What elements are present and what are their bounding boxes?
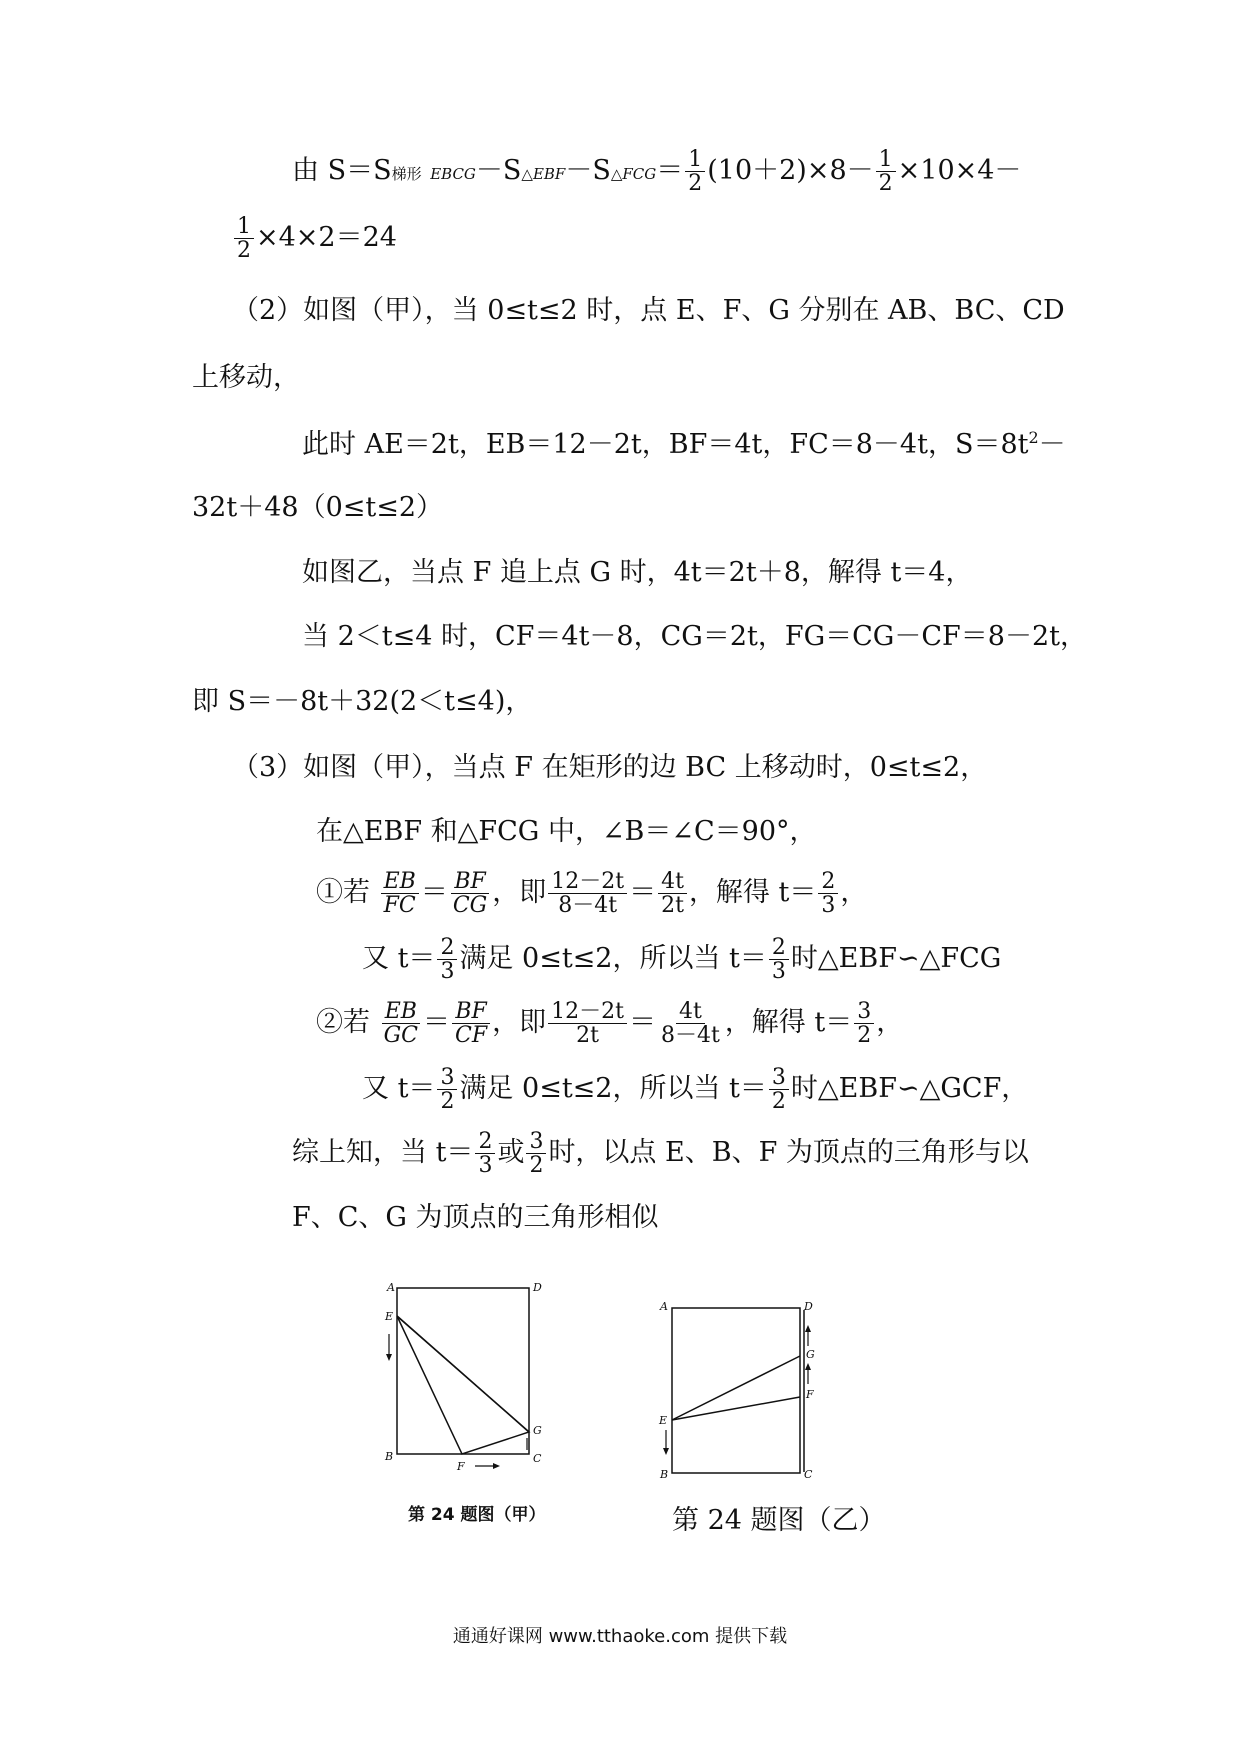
denominator: 3	[821, 893, 836, 919]
denominator: CG	[452, 893, 488, 919]
line-12	[316, 870, 867, 917]
label-e: E	[659, 1414, 668, 1427]
line-10: （3）如图（甲），当点 F 在矩形的边 BC 上移动时，0≤t≤2，	[232, 752, 988, 783]
fraction	[769, 1066, 789, 1113]
text: ，即	[492, 877, 547, 909]
text: ×4×2＝24	[256, 222, 397, 254]
fraction	[475, 1130, 495, 1177]
line-8: 当 2＜t≤4 时，CF＝4t－8，CG＝2t，FG＝CG－CF＝8－2t，	[302, 621, 1087, 652]
text: －S	[475, 155, 522, 187]
denominator: 2	[771, 1089, 786, 1115]
triangle-efg	[397, 1316, 529, 1454]
numerator: 1	[234, 215, 254, 239]
text: ②若	[316, 1007, 370, 1039]
denominator: 3	[771, 959, 786, 985]
line-9: 即 S＝－8t＋32(2＜t≤4)，	[192, 686, 533, 717]
numerator: 2	[475, 1130, 495, 1154]
fraction-half	[685, 148, 705, 195]
fraction	[769, 936, 789, 983]
text: 满足 0≤t≤2，所以当 t＝	[459, 943, 767, 975]
denominator: 8－4t	[660, 1023, 720, 1049]
numerator: 1	[685, 148, 705, 172]
line-5	[302, 428, 1066, 461]
line-4: 上移动，	[192, 362, 300, 393]
denominator: CF	[455, 1023, 488, 1049]
text: 又 t＝	[362, 1073, 436, 1105]
denominator: FC	[383, 893, 416, 919]
segment-eg	[672, 1356, 800, 1420]
text: 由 S＝S	[292, 155, 392, 187]
denominator: 3	[478, 1153, 493, 1179]
line-13	[362, 936, 1001, 983]
caption-jia: 第 24 题图（甲）	[408, 1505, 546, 1525]
figure-jia	[375, 1278, 555, 1478]
fraction	[437, 1066, 457, 1113]
label-g: G	[806, 1348, 815, 1361]
label-e: E	[385, 1310, 394, 1323]
text: 又 t＝	[362, 943, 436, 975]
subscript: EBCG	[430, 165, 476, 184]
rectangle-abcd	[672, 1308, 800, 1473]
line-15	[362, 1066, 1028, 1113]
subscript: △FCG	[610, 165, 657, 184]
numerator: 3	[854, 1000, 874, 1024]
text: 满足 0≤t≤2，所以当 t＝	[459, 1073, 767, 1105]
label-c: C	[804, 1468, 813, 1480]
text: ＝	[629, 877, 657, 909]
denominator: 2	[688, 171, 703, 197]
label-d: D	[533, 1281, 542, 1294]
figure-yi	[658, 1300, 818, 1480]
label-d: D	[804, 1300, 813, 1313]
numerator: 4t	[658, 870, 687, 894]
text: ，解得 t＝	[688, 877, 817, 909]
numerator: 3	[769, 1066, 789, 1090]
text: ，即	[492, 1007, 547, 1039]
arrow-head-icon	[805, 1363, 811, 1370]
denominator: 2t	[661, 893, 684, 919]
text: －S	[565, 155, 611, 187]
text: ，	[840, 877, 868, 909]
text: 时△EBF∽△GCF，	[790, 1073, 1029, 1105]
fraction-half	[234, 215, 254, 262]
fraction	[450, 870, 490, 917]
numerator: 3	[437, 1066, 457, 1090]
label-c: C	[533, 1452, 542, 1465]
numerator: 2	[437, 936, 457, 960]
denominator: 2	[878, 171, 893, 197]
text: 或	[497, 1137, 525, 1169]
label-a: A	[660, 1300, 668, 1313]
numerator: 1	[876, 148, 896, 172]
fraction	[548, 1000, 627, 1047]
line-17: F、C、G 为顶点的三角形相似	[292, 1202, 659, 1233]
denominator: 2t	[576, 1023, 599, 1049]
text: ，解得 t＝	[724, 1007, 853, 1039]
text: 此时 AE＝2t，EB＝12－2t，BF＝4t，FC＝8－4t，S＝8t	[302, 429, 1029, 460]
text: －	[1038, 429, 1066, 460]
label-f: F	[806, 1388, 814, 1401]
denominator: 2	[857, 1023, 872, 1049]
arrow-head-icon	[493, 1463, 500, 1469]
text: 综上知，当 t＝	[292, 1137, 474, 1169]
text: (10＋2)×8－	[707, 155, 874, 187]
label-f: F	[457, 1460, 465, 1473]
text: 时，以点 E、B、F 为顶点的三角形与以	[548, 1137, 1029, 1169]
fraction-half	[876, 148, 896, 195]
numerator: 2	[769, 936, 789, 960]
subscript: 梯形	[391, 165, 422, 184]
text: ①若	[316, 877, 370, 909]
denominator: GC	[383, 1023, 419, 1049]
text: ＝	[628, 1007, 656, 1039]
line-1	[292, 148, 1021, 195]
numerator: 3	[526, 1130, 546, 1154]
text: ×10×4－	[897, 155, 1022, 187]
denominator: 2	[237, 238, 251, 264]
fraction	[658, 1000, 723, 1047]
line-7: 如图乙，当点 F 追上点 G 时，4t＝2t＋8，解得 t＝4，	[302, 557, 973, 588]
fraction	[526, 1130, 546, 1177]
fraction	[658, 870, 687, 917]
rectangle-abcd	[397, 1288, 529, 1454]
label-b: B	[385, 1450, 394, 1463]
numerator: EB	[381, 870, 419, 894]
label-b: B	[660, 1468, 669, 1480]
denominator: 3	[440, 959, 455, 985]
arrow-head-icon	[663, 1448, 669, 1455]
numerator: 2	[818, 870, 838, 894]
text: ，	[876, 1007, 904, 1039]
numerator: 12－2t	[548, 1000, 627, 1024]
fraction	[818, 870, 838, 917]
line-6: 32t＋48（0≤t≤2）	[192, 492, 444, 523]
footer: 通通好课网 www.tthaoke.com 提供下载	[452, 1626, 788, 1647]
fraction	[381, 870, 419, 917]
text: 时△EBF∽△FCG	[790, 943, 1002, 975]
text: ＝	[420, 877, 448, 909]
caption-yi: 第 24 题图（乙）	[672, 1505, 886, 1536]
label-a: A	[387, 1281, 395, 1294]
fraction	[437, 936, 457, 983]
line-14	[316, 1000, 903, 1047]
fraction	[854, 1000, 874, 1047]
fraction	[548, 870, 627, 917]
denominator: 8－4t	[558, 893, 618, 919]
denominator: 2	[529, 1153, 544, 1179]
line-3: （2）如图（甲），当 0≤t≤2 时，点 E、F、G 分别在 AB、BC、CD	[232, 295, 1065, 326]
subscript: △EBF	[521, 165, 566, 184]
label-g: G	[533, 1424, 542, 1437]
fraction	[452, 1000, 490, 1047]
text: ＝	[423, 1007, 451, 1039]
numerator: BF	[452, 1000, 489, 1024]
arrow-head-icon	[386, 1354, 392, 1361]
arrow-head-icon	[805, 1325, 811, 1332]
segment-eg	[397, 1316, 529, 1432]
numerator: BF	[451, 870, 488, 894]
line-11: 在△EBF 和△FCG 中，∠B＝∠C＝90°，	[316, 816, 817, 847]
superscript: 2	[1028, 428, 1039, 447]
text: ＝	[656, 155, 684, 187]
line-2	[232, 215, 397, 262]
line-16	[292, 1130, 1029, 1177]
numerator: 12－2t	[548, 870, 627, 894]
fraction	[381, 1000, 421, 1047]
denominator: 2	[440, 1089, 455, 1115]
numerator: 4t	[676, 1000, 705, 1024]
numerator: EB	[382, 1000, 420, 1024]
segment-ef	[672, 1397, 800, 1420]
